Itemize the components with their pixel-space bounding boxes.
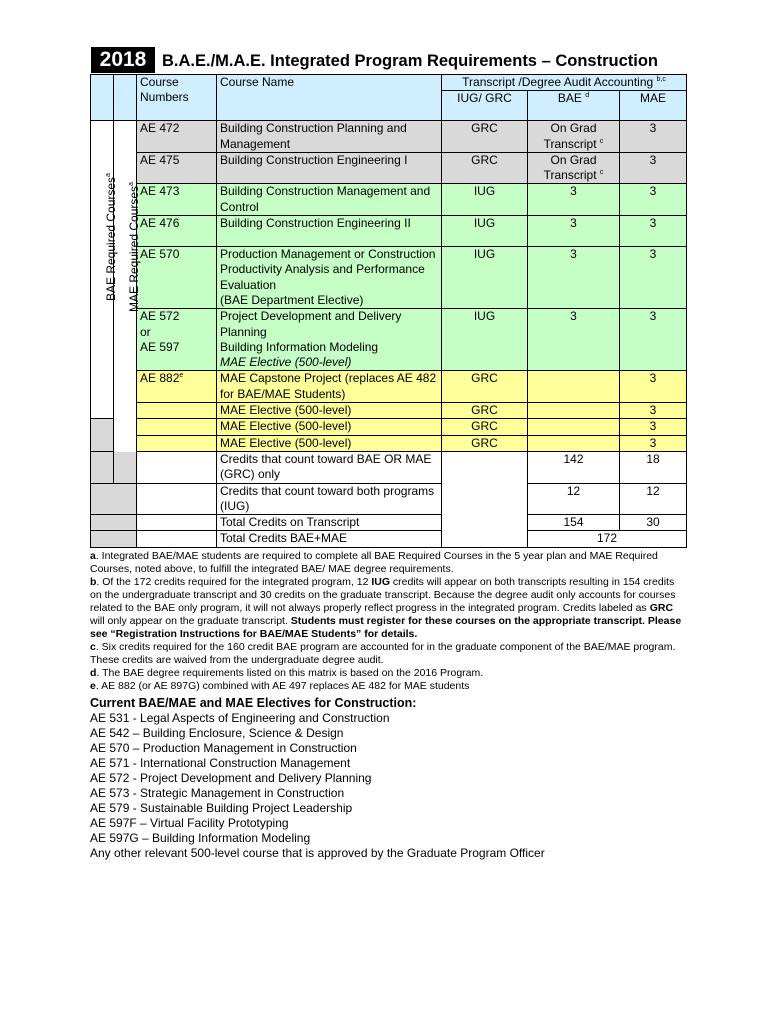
totals-label: Credits that count toward both programs (IUG): [217, 483, 442, 515]
iug-grc-cell: IUG: [442, 184, 528, 216]
totals-combined: 172: [528, 531, 687, 547]
header-bae: BAE $^d$: [528, 91, 620, 121]
footnote-d: d. The BAE degree requirements listed on this matrix is based on the 2016 Program.: [90, 666, 484, 679]
totals-row: [91, 531, 687, 547]
totals-mae: 12: [620, 483, 687, 515]
elective-item: Any other relevant 500-level course that is approved by the Graduate Program Officer: [90, 845, 545, 860]
totals-iug-blank: [442, 451, 528, 547]
mae-cell: 3: [620, 403, 687, 419]
course-name: MAE Elective (500-level): [217, 435, 442, 451]
header-course-name: Course Name: [217, 75, 442, 121]
course-number: [137, 403, 217, 419]
mae-cell: 3: [620, 419, 687, 435]
header-course-numbers: Course Numbers: [137, 75, 217, 121]
iug-grc-cell: GRC: [442, 152, 528, 184]
course-name: MAE Elective (500-level): [217, 403, 442, 419]
gray-filler-lower: [91, 419, 114, 452]
mae-cell: 3: [620, 216, 687, 247]
totals-bae: 142: [528, 451, 620, 483]
totals-blank-number: [137, 531, 217, 547]
totals-gray-2: [91, 483, 137, 515]
totals-row: [91, 483, 687, 515]
mae-cell: 3: [620, 184, 687, 216]
course-number: [137, 419, 217, 435]
footnotes: [90, 550, 686, 693]
iug-grc-cell: IUG: [442, 309, 528, 371]
table-row: [91, 121, 687, 153]
table-row: [91, 247, 687, 309]
course-name: Production Management or Construction Productivity Analysis and Performance Evaluation (BAE Department Elective): [217, 247, 442, 309]
iug-grc-cell: GRC: [442, 371, 528, 403]
bae-cell: 3: [528, 184, 620, 216]
totals-label: Credits that count toward BAE OR MAE (GRC) only: [217, 451, 442, 483]
header-mae: MAE: [620, 91, 687, 121]
totals-blank-number: [137, 483, 217, 515]
totals-gray-4: [91, 531, 137, 547]
elective-item: AE 571 - International Construction Management: [90, 755, 351, 770]
bae-cell: On Grad Transcript $^c$: [528, 152, 620, 184]
footnote-a: a. Integrated BAE/MAE students are required to complete all BAE Required Courses in the 5 year plan and MAE Required Courses, noted above, to fulfill the integrated BAE/ MAE degree requirements.: [90, 549, 658, 575]
table-row: [91, 152, 687, 184]
bae-cell: [528, 419, 620, 435]
table-row: [91, 435, 687, 451]
totals-label: Total Credits BAE+MAE: [217, 531, 442, 547]
bae-cell: [528, 403, 620, 419]
course-number: [137, 435, 217, 451]
bae-cell: 3: [528, 216, 620, 247]
header-blank-2: [114, 75, 137, 121]
footnote-c: c. Six credits required for the 160 credit BAE program are accounted for in the graduate component of the BAE/MAE program. These credits are waived from the undergraduate degree audit.: [90, 640, 676, 666]
course-name: Building Construction Planning and Management: [217, 121, 442, 153]
totals-row: [91, 451, 687, 483]
course-name: Building Construction Management and Control: [217, 184, 442, 216]
course-name: Building Construction Engineering II: [217, 216, 442, 247]
table-row: [91, 371, 687, 403]
totals-label: Total Credits on Transcript: [217, 515, 442, 531]
totals-blank-number: [137, 451, 217, 483]
course-name: Building Construction Engineering I: [217, 152, 442, 184]
totals-gray-3: [91, 515, 137, 531]
elective-item: AE 597F – Virtual Facility Prototyping: [90, 815, 289, 830]
iug-grc-cell: GRC: [442, 435, 528, 451]
totals-row: [91, 515, 687, 531]
header-accounting: Transcript /Degree Audit Accounting $^{b,c}$: [442, 75, 687, 91]
iug-grc-cell: GRC: [442, 419, 528, 435]
table-row: [91, 184, 687, 216]
totals-bae: 154: [528, 515, 620, 531]
bae-cell: [528, 371, 620, 403]
course-name: MAE Elective (500-level): [217, 419, 442, 435]
footnote-e: e. AE 882 (or AE 897G) combined with AE 497 replaces AE 482 for MAE students: [90, 679, 470, 692]
bae-cell: On Grad Transcript $^c$: [528, 121, 620, 153]
mae-cell: 3: [620, 435, 687, 451]
elective-item: AE 597G – Building Information Modeling: [90, 830, 311, 845]
totals-mae: 18: [620, 451, 687, 483]
course-name: MAE Capstone Project (replaces AE 482 for BAE/MAE Students): [217, 371, 442, 403]
year-badge: 2018: [91, 47, 155, 73]
mae-cell: 3: [620, 121, 687, 153]
bae-cell: 3: [528, 247, 620, 309]
elective-item: AE 542 – Building Enclosure, Science & Design: [90, 725, 344, 740]
requirements-table: [90, 74, 687, 548]
totals-gray-1: [91, 451, 137, 483]
iug-grc-cell: GRC: [442, 403, 528, 419]
course-number: AE 570: [137, 247, 217, 309]
electives-heading: Current BAE/MAE and MAE Electives for Construction:: [90, 695, 417, 710]
table-row: [91, 419, 687, 435]
iug-grc-cell: GRC: [442, 121, 528, 153]
table-row: [91, 216, 687, 247]
course-name: Project Development and Delivery Planning Building Information Modeling MAE Elective (500-level): [217, 309, 442, 371]
table-row: [91, 309, 687, 371]
electives-list: [90, 711, 686, 861]
bae-cell: [528, 435, 620, 451]
mae-cell: 3: [620, 309, 687, 371]
document-page: [90, 46, 686, 861]
totals-blank-number: [137, 515, 217, 531]
course-number: AE 472: [137, 121, 217, 153]
elective-item: AE 579 - Sustainable Building Project Leadership: [90, 800, 353, 815]
requirements-table-wrap: [90, 74, 686, 548]
page-title: B.A.E./M.A.E. Integrated Program Requirements – Construction: [162, 52, 658, 70]
course-number: AE 882e: [137, 371, 217, 403]
table-row: [91, 403, 687, 419]
iug-grc-cell: IUG: [442, 247, 528, 309]
course-number: AE 572 or AE 597: [137, 309, 217, 371]
mae-cell: 3: [620, 152, 687, 184]
title-row: [90, 46, 686, 74]
course-number: AE 473: [137, 184, 217, 216]
header-iug-grc: IUG/ GRC: [442, 91, 528, 121]
mae-cell: 3: [620, 247, 687, 309]
elective-item: AE 570 – Production Management in Construction: [90, 740, 357, 755]
course-number: AE 475: [137, 152, 217, 184]
totals-bae: 12: [528, 483, 620, 515]
elective-item: AE 531 - Legal Aspects of Engineering and Construction: [90, 710, 390, 725]
elective-item: AE 573 - Strategic Management in Construction: [90, 785, 345, 800]
footnote-b: b. Of the 172 credits required for the integrated program, 12 IUG credits will appear on both transcripts resulting in 154 credits on the undergraduate transcript and 30 credits on the graduate transcript. Because the degree audit only accounts for courses related to the BAE only program, it will not always properly reflect progress in the integrated program. Credits labeled as GRC will only appear on the graduate transcript. Students must register for these courses on the appropriate transcript. Please see “Registration Instructions for BAE/MAE Students” for details.: [90, 575, 682, 640]
course-number: AE 476: [137, 216, 217, 247]
iug-grc-cell: IUG: [442, 216, 528, 247]
header-blank-1: [91, 75, 114, 121]
elective-item: AE 572 - Project Development and Delivery Planning: [90, 770, 372, 785]
bae-cell: 3: [528, 309, 620, 371]
totals-mae: 30: [620, 515, 687, 531]
bae-required-vertical-label: BAE Required Courses$^a$: [104, 173, 118, 301]
mae-cell: 3: [620, 371, 687, 403]
mae-required-vertical-label: MAE Required Courses$^a$: [127, 182, 141, 312]
